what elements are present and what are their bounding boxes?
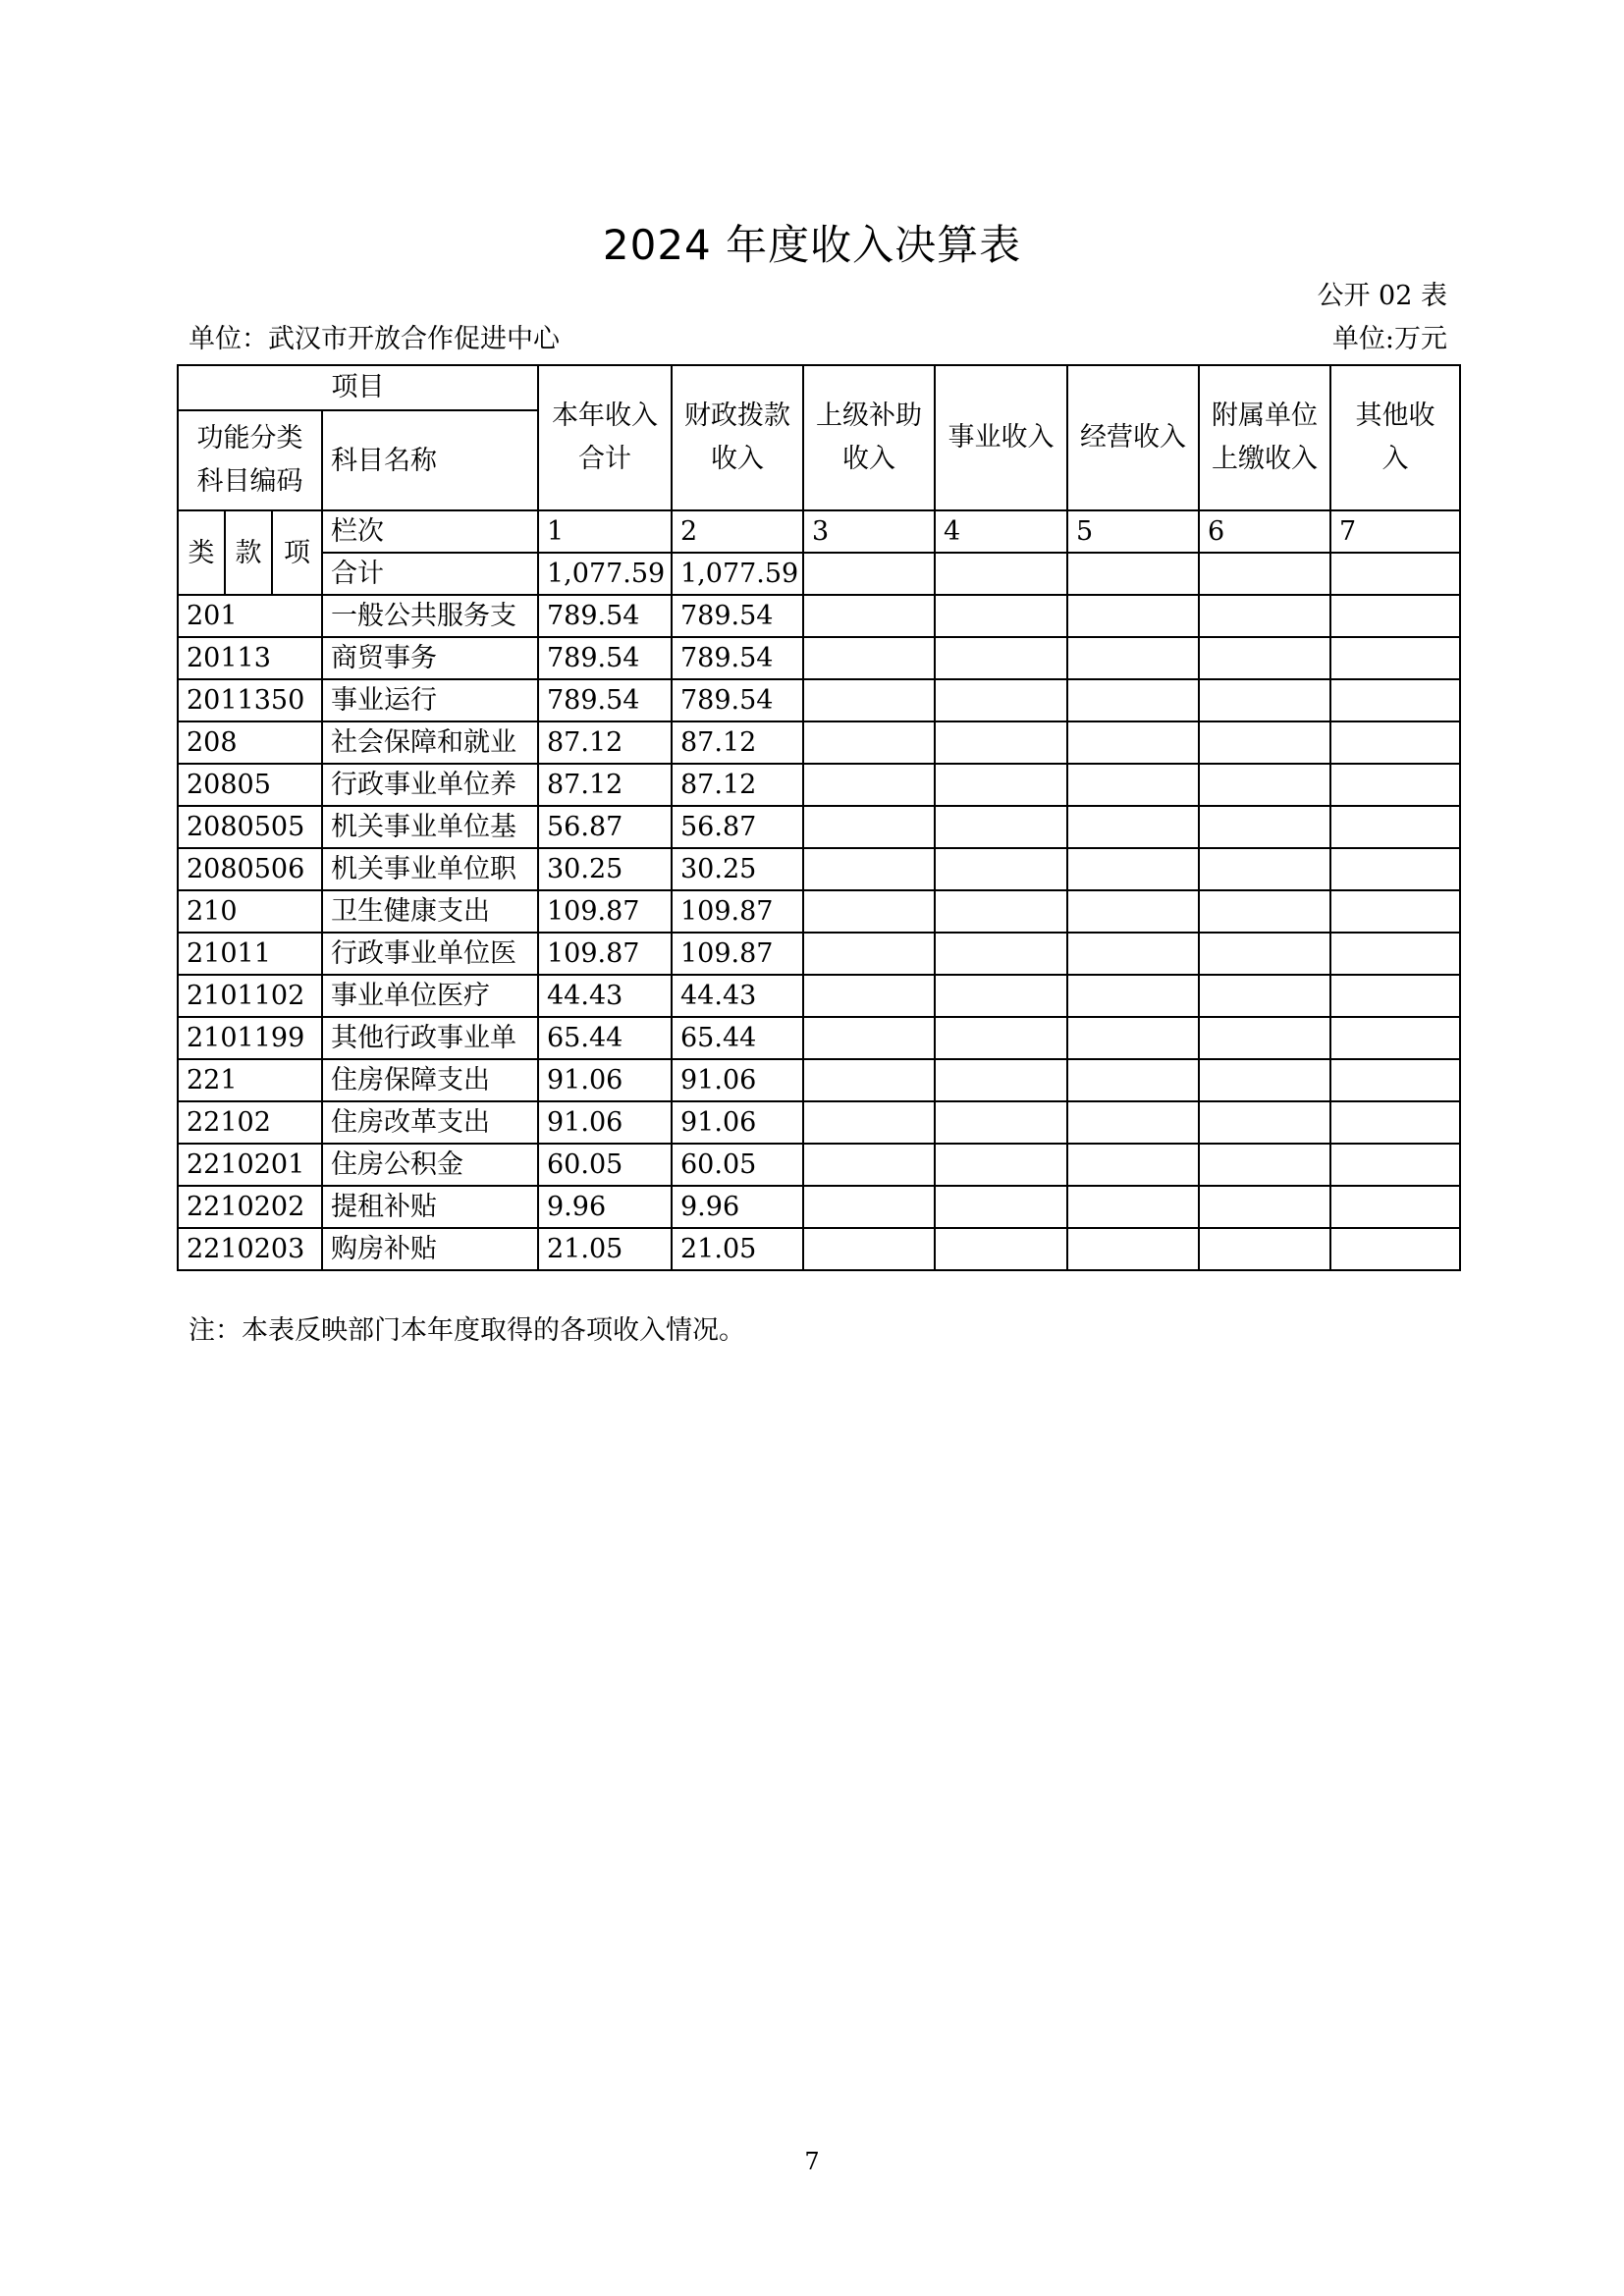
row-value: 56.87: [538, 806, 672, 848]
row-value: [935, 1228, 1067, 1270]
total-value: [1199, 553, 1330, 595]
row-subject-name: 其他行政事业单: [322, 1017, 538, 1059]
row-value: [1067, 933, 1199, 975]
row-value: 44.43: [538, 975, 672, 1017]
total-value: 1,077.59: [538, 553, 672, 595]
row-value: [935, 1017, 1067, 1059]
table-row: [178, 679, 1460, 721]
row-subject-name: 一般公共服务支: [322, 595, 538, 637]
row-subject-name: 机关事业单位基: [322, 806, 538, 848]
row-code: 2210201: [178, 1144, 322, 1186]
total-value: [803, 553, 935, 595]
row-value: [935, 764, 1067, 806]
row-value: [1199, 1144, 1330, 1186]
table-row: [178, 1059, 1460, 1101]
row-value: [1067, 1228, 1199, 1270]
row-value: [935, 1101, 1067, 1144]
row-value: [1199, 595, 1330, 637]
total-value: [1067, 553, 1199, 595]
row-value: [1067, 1186, 1199, 1228]
row-value: [1199, 721, 1330, 764]
col-number: 3: [803, 510, 935, 553]
table-row: [178, 721, 1460, 764]
row-value: [803, 679, 935, 721]
row-value: [1199, 1101, 1330, 1144]
row-value: 91.06: [672, 1059, 803, 1101]
row-value: [803, 848, 935, 890]
row-value: [1330, 1186, 1460, 1228]
row-value: [803, 721, 935, 764]
row-value: [803, 764, 935, 806]
row-subject-name: 卫生健康支出: [322, 890, 538, 933]
row-value: 109.87: [538, 890, 672, 933]
row-value: [935, 1059, 1067, 1101]
row-value: [803, 806, 935, 848]
row-value: 44.43: [672, 975, 803, 1017]
row-value: [1067, 890, 1199, 933]
row-value: [935, 806, 1067, 848]
col-number: 5: [1067, 510, 1199, 553]
row-value: 9.96: [672, 1186, 803, 1228]
row-code: 21011: [178, 933, 322, 975]
col-number: 4: [935, 510, 1067, 553]
row-subject-name: 购房补贴: [322, 1228, 538, 1270]
row-value: 91.06: [538, 1101, 672, 1144]
row-value: [1199, 806, 1330, 848]
row-value: [1067, 975, 1199, 1017]
row-value: [1067, 595, 1199, 637]
row-value: [1199, 975, 1330, 1017]
currency-unit: 单位:万元: [1331, 324, 1447, 354]
row-code: 20805: [178, 764, 322, 806]
row-value: [1330, 1101, 1460, 1144]
row-value: [935, 721, 1067, 764]
row-value: 789.54: [672, 637, 803, 679]
row-value: [1199, 848, 1330, 890]
row-value: [1330, 1017, 1460, 1059]
row-code: 221: [178, 1059, 322, 1101]
table-row: [178, 1017, 1460, 1059]
row-value: [935, 890, 1067, 933]
table-row: [178, 1101, 1460, 1144]
header-lei: 类: [178, 510, 225, 595]
row-value: 21.05: [672, 1228, 803, 1270]
row-value: [803, 1101, 935, 1144]
income-table: [177, 364, 1461, 1271]
col-number: 1: [538, 510, 672, 553]
total-value: 1,077.59: [672, 553, 803, 595]
row-value: 91.06: [672, 1101, 803, 1144]
row-value: [1067, 1017, 1199, 1059]
row-value: [935, 637, 1067, 679]
row-value: 30.25: [538, 848, 672, 890]
row-value: [1067, 637, 1199, 679]
row-value: [803, 1059, 935, 1101]
row-value: [935, 975, 1067, 1017]
page-title: 2024 年度收入决算表: [602, 221, 1022, 269]
row-value: [1330, 1228, 1460, 1270]
row-value: [1330, 679, 1460, 721]
row-value: 9.96: [538, 1186, 672, 1228]
row-value: 65.44: [538, 1017, 672, 1059]
row-value: [935, 933, 1067, 975]
row-value: [803, 637, 935, 679]
row-value: [1199, 637, 1330, 679]
row-value: [1067, 721, 1199, 764]
row-subject-name: 行政事业单位养: [322, 764, 538, 806]
header-col: 附属单位 上缴收入: [1199, 365, 1330, 510]
header-project: 项目: [178, 365, 538, 410]
row-value: [1330, 933, 1460, 975]
header-col: 财政拨款 收入: [672, 365, 803, 510]
row-value: [803, 1228, 935, 1270]
row-value: [1199, 1059, 1330, 1101]
row-subject-name: 住房公积金: [322, 1144, 538, 1186]
row-value: [1199, 933, 1330, 975]
organization-unit: 单位：武汉市开放合作促进中心: [189, 324, 560, 354]
row-value: [1199, 1186, 1330, 1228]
page-number: 7: [804, 2148, 820, 2175]
row-value: 30.25: [672, 848, 803, 890]
row-value: 789.54: [538, 595, 672, 637]
header-col: 其他收 入: [1330, 365, 1460, 510]
row-value: [1330, 890, 1460, 933]
row-value: 87.12: [672, 721, 803, 764]
row-value: [1330, 1059, 1460, 1101]
row-value: 789.54: [538, 637, 672, 679]
row-value: [1067, 679, 1199, 721]
table-row: [178, 637, 1460, 679]
row-value: [1067, 1101, 1199, 1144]
table-row: [178, 595, 1460, 637]
row-code: 208: [178, 721, 322, 764]
header-lanci: 栏次: [322, 510, 538, 553]
row-value: [935, 679, 1067, 721]
row-subject-name: 住房改革支出: [322, 1101, 538, 1144]
col-number: 6: [1199, 510, 1330, 553]
row-value: [803, 1144, 935, 1186]
row-code: 2011350: [178, 679, 322, 721]
row-code: 2101102: [178, 975, 322, 1017]
total-label: 合计: [322, 553, 538, 595]
row-value: 87.12: [538, 764, 672, 806]
row-value: [1199, 1017, 1330, 1059]
header-func-code: 功能分类 科目编码: [178, 410, 322, 510]
row-value: [1067, 848, 1199, 890]
row-value: 56.87: [672, 806, 803, 848]
table-row: [178, 764, 1460, 806]
row-code: 2080505: [178, 806, 322, 848]
table-row: [178, 890, 1460, 933]
row-value: [1330, 764, 1460, 806]
row-value: [935, 1186, 1067, 1228]
row-subject-name: 提租补贴: [322, 1186, 538, 1228]
table-row: [178, 1228, 1460, 1270]
table-note: 注：本表反映部门本年度取得的各项收入情况。: [189, 1315, 745, 1346]
row-code: 210: [178, 890, 322, 933]
col-number: 7: [1330, 510, 1460, 553]
row-value: [1067, 1059, 1199, 1101]
row-value: [1330, 721, 1460, 764]
row-value: 91.06: [538, 1059, 672, 1101]
row-value: [1330, 975, 1460, 1017]
header-kuan: 款: [225, 510, 272, 595]
row-value: 789.54: [538, 679, 672, 721]
header-col: 经营收入: [1067, 365, 1199, 510]
row-value: [803, 933, 935, 975]
row-value: [1330, 848, 1460, 890]
row-subject-name: 机关事业单位职: [322, 848, 538, 890]
row-value: 87.12: [538, 721, 672, 764]
row-code: 2101199: [178, 1017, 322, 1059]
header-xiang: 项: [272, 510, 322, 595]
row-subject-name: 商贸事务: [322, 637, 538, 679]
table-row: [178, 933, 1460, 975]
row-value: 60.05: [538, 1144, 672, 1186]
form-number: 公开 02 表: [1317, 281, 1447, 311]
row-code: 22102: [178, 1101, 322, 1144]
row-value: [803, 890, 935, 933]
row-value: 60.05: [672, 1144, 803, 1186]
table-row: [178, 1186, 1460, 1228]
row-value: [803, 1186, 935, 1228]
row-value: 789.54: [672, 595, 803, 637]
table-row: [178, 975, 1460, 1017]
row-code: 20113: [178, 637, 322, 679]
row-code: 201: [178, 595, 322, 637]
row-code: 2080506: [178, 848, 322, 890]
row-value: 109.87: [672, 933, 803, 975]
row-value: 109.87: [538, 933, 672, 975]
row-value: [803, 595, 935, 637]
row-value: [803, 975, 935, 1017]
row-value: 789.54: [672, 679, 803, 721]
row-value: [1199, 890, 1330, 933]
row-subject-name: 事业单位医疗: [322, 975, 538, 1017]
row-subject-name: 住房保障支出: [322, 1059, 538, 1101]
row-value: 87.12: [672, 764, 803, 806]
row-value: [935, 1144, 1067, 1186]
row-value: [1330, 637, 1460, 679]
header-col: 上级补助 收入: [803, 365, 935, 510]
row-value: [803, 1017, 935, 1059]
row-value: [1330, 595, 1460, 637]
row-value: [1330, 1144, 1460, 1186]
row-value: [935, 848, 1067, 890]
row-value: [1330, 806, 1460, 848]
header-col: 本年收入 合计: [538, 365, 672, 510]
row-subject-name: 社会保障和就业: [322, 721, 538, 764]
row-value: 21.05: [538, 1228, 672, 1270]
header-col: 事业收入: [935, 365, 1067, 510]
row-subject-name: 事业运行: [322, 679, 538, 721]
row-value: [1067, 764, 1199, 806]
row-value: [935, 595, 1067, 637]
row-value: [1199, 764, 1330, 806]
row-value: [1199, 1228, 1330, 1270]
header-subject-name: 科目名称: [322, 410, 538, 510]
col-number: 2: [672, 510, 803, 553]
row-subject-name: 行政事业单位医: [322, 933, 538, 975]
row-value: [1067, 806, 1199, 848]
table-row: [178, 1144, 1460, 1186]
total-value: [935, 553, 1067, 595]
row-value: [1199, 679, 1330, 721]
table-row: [178, 848, 1460, 890]
row-code: 2210202: [178, 1186, 322, 1228]
total-value: [1330, 553, 1460, 595]
row-value: 65.44: [672, 1017, 803, 1059]
row-code: 2210203: [178, 1228, 322, 1270]
row-value: [1067, 1144, 1199, 1186]
row-value: 109.87: [672, 890, 803, 933]
table-row: [178, 806, 1460, 848]
